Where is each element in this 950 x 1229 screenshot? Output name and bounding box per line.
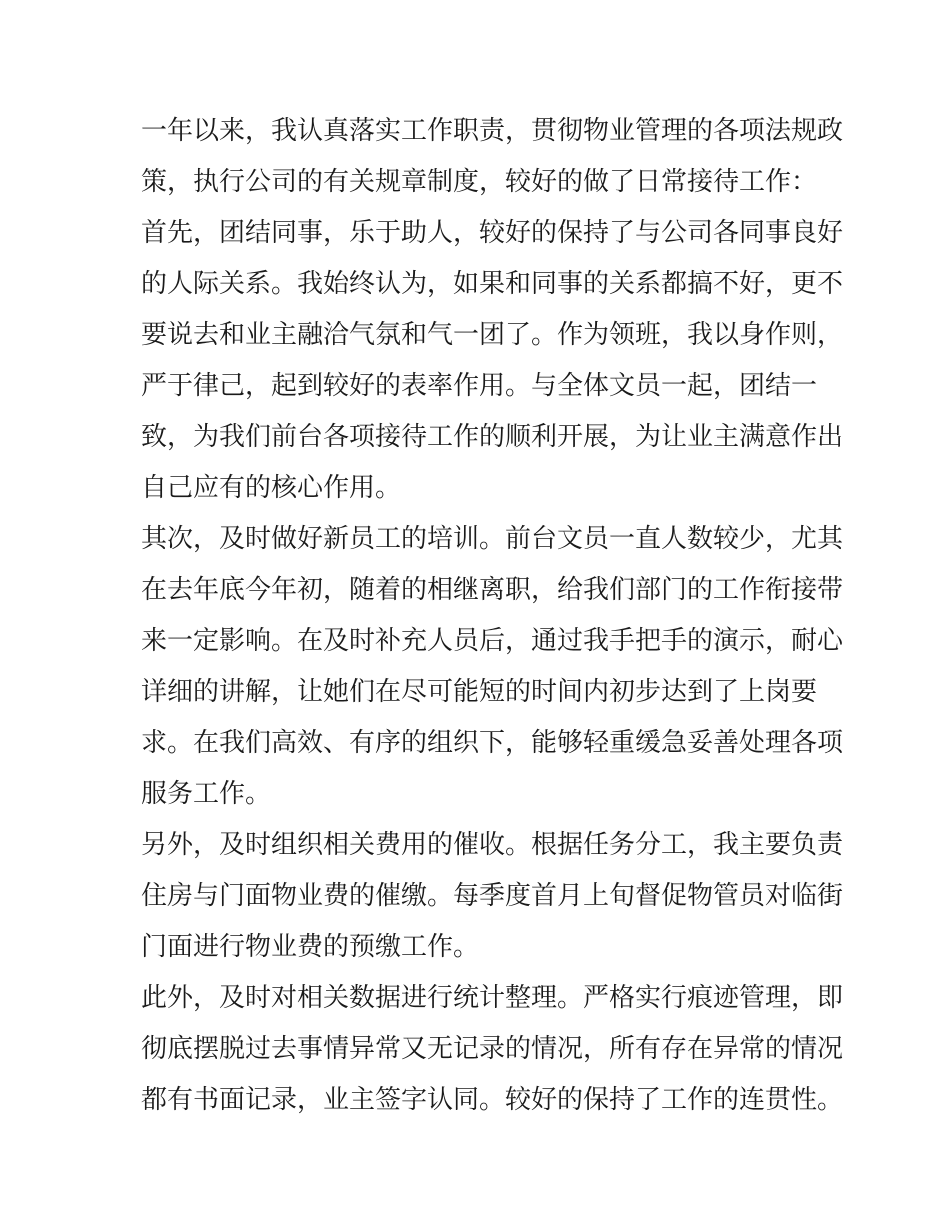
text-line: 来一定影响。在及时补充人员后，通过我手把手的演示，耐心 [141, 626, 844, 656]
text-line: 门面进行物业费的预缴工作。 [141, 932, 480, 962]
text-line: 在去年底今年初，随着的相继离职，给我们部门的工作衔接带 [141, 575, 844, 605]
text-line: 自己应有的核心作用。 [141, 473, 402, 503]
text-line: 另外，及时组织相关费用的催收。根据任务分工，我主要负责 [141, 830, 844, 860]
text-line: 彻底摆脱过去事情异常又无记录的情况，所有存在异常的情况 [141, 1034, 844, 1064]
text-line: 首先，团结同事，乐于助人，较好的保持了与公司各同事良好 [141, 218, 844, 248]
text-line: 致，为我们前台各项接待工作的顺利开展，为让业主满意作出 [141, 422, 844, 452]
text-line: 其次，及时做好新员工的培训。前台文员一直人数较少，尤其 [141, 524, 844, 554]
text-line: 此外，及时对相关数据进行统计整理。严格实行痕迹管理，即 [141, 983, 844, 1013]
text-line: 要说去和业主融洽气氛和气一团了。作为领班，我以身作则， [141, 320, 844, 350]
text-line: 详细的讲解，让她们在尽可能短的时间内初步达到了上岗要 [141, 677, 818, 707]
text-line: 住房与门面物业费的催缴。每季度首月上旬督促物管员对临街 [141, 881, 844, 911]
document-body [141, 106, 844, 1126]
text-line: 的人际关系。我始终认为，如果和同事的关系都搞不好，更不 [141, 269, 844, 299]
text-line: 求。在我们高效、有序的组织下，能够轻重缓急妥善处理各项 [141, 728, 844, 758]
text-line: 严于律己，起到较好的表率作用。与全体文员一起，团结一 [141, 371, 818, 401]
text-line: 服务工作。 [141, 779, 272, 809]
text-line: 策，执行公司的有关规章制度，较好的做了日常接待工作： [141, 167, 818, 197]
text-line: 一年以来，我认真落实工作职责，贯彻物业管理的各项法规政 [141, 116, 844, 146]
text-line: 都有书面记录，业主签字认同。较好的保持了工作的连贯性。 [141, 1085, 844, 1115]
